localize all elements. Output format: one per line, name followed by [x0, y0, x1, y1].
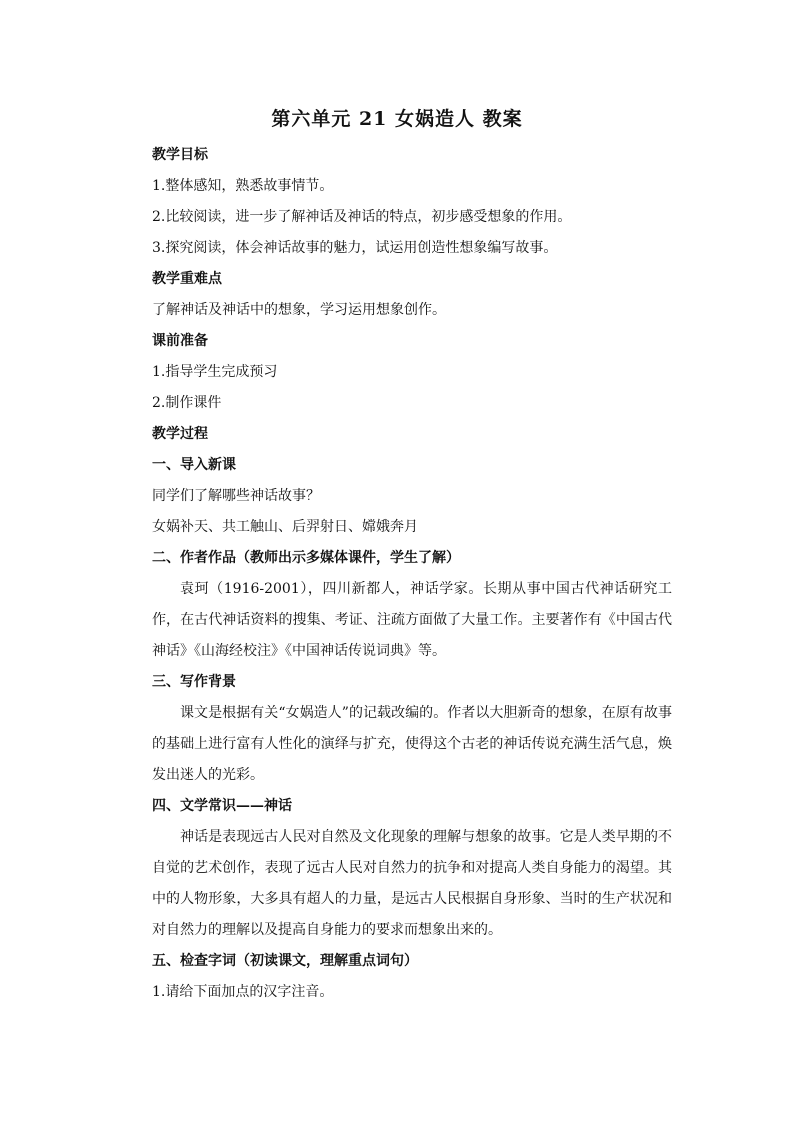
section-heading-vocabulary: 五、检查字词（初读课文，理解重点词句）: [152, 953, 418, 969]
section-heading-author: 二、作者作品（教师出示多媒体课件，学生了解）: [152, 550, 460, 566]
preparation-item-1: 1.指导学生完成预习: [152, 364, 278, 380]
preparation-item-2: 2.制作课件: [152, 395, 222, 411]
author-paragraph: 袁珂（1916-2001），四川新都人，神话学家。长期从事中国古代神话研究工作，在古代神话资料的搜集、考证、注疏方面做了大量工作。主要著作有《中国古代神话》《山海经校注》《中国神话传说词典》等。: [152, 581, 672, 659]
vocabulary-instruction: 1.请给下面加点的汉字注音。: [152, 984, 334, 1000]
preparation-heading: 课前准备: [152, 333, 208, 349]
background-paragraph: 课文是根据有关“女娲造人”的记载改编的。作者以大胆新奇的想象，在原有故事的基础上进行富有人性化的演绎与扩充，使得这个古老的神话传说充满生活气息，焕发出迷人的光彩。: [152, 705, 672, 783]
objective-item-1: 1.整体感知，熟悉故事情节。: [152, 178, 334, 194]
intro-question: 同学们了解哪些神话故事？: [152, 488, 320, 504]
key-points-heading: 教学重难点: [152, 271, 222, 287]
intro-answer: 女娲补天、共工触山、后羿射日、嫦娥奔月: [152, 519, 418, 535]
literature-paragraph: 神话是表现远古人民对自然及文化现象的理解与想象的故事。它是人类早期的不自觉的艺术创作，表现了远古人民对自然力的抗争和对提高人类自身能力的渴望。其中的人物形象，大多具有超人的力量，是远古人民根据自身形象、当时的生产状况和对自然力的理解以及提高自身能力的要求而想象出来的。: [152, 829, 672, 938]
objective-item-2: 2.比较阅读，进一步了解神话及神话的特点，初步感受想象的作用。: [152, 209, 572, 225]
objectives-heading: 教学目标: [152, 147, 208, 163]
section-heading-background: 三、写作背景: [152, 674, 236, 690]
document-title: 第六单元 21 女娲造人 教案: [271, 108, 523, 130]
section-heading-literature: 四、文学常识——神话: [152, 798, 292, 814]
section-heading-intro: 一、导入新课: [152, 457, 236, 473]
process-heading: 教学过程: [152, 426, 208, 442]
objective-item-3: 3.探究阅读，体会神话故事的魅力，试运用创造性想象编写故事。: [152, 240, 558, 256]
key-points-text: 了解神话及神话中的想象，学习运用想象创作。: [152, 302, 446, 318]
